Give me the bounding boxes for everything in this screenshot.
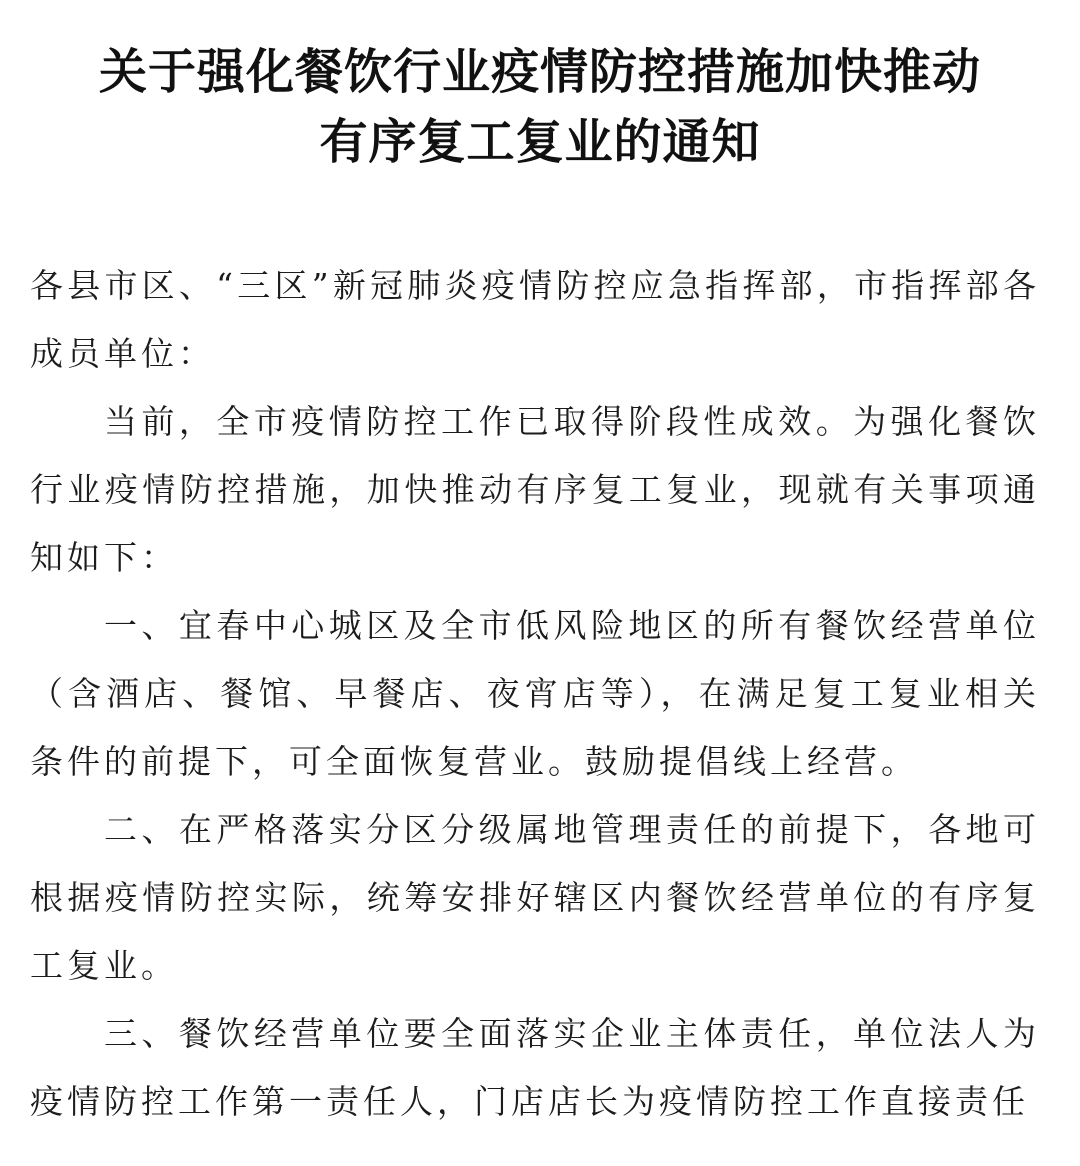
document-title-line-1: 关于强化餐饮行业疫情防控措施加快推动 — [98, 44, 981, 100]
paragraph-intro: 当前，全市疫情防控工作已取得阶段性成效。为强化餐饮行业疫情防控措施，加快推动有序复工复业，现就有关事项通知如下： — [30, 402, 1040, 577]
document-title-line-2: 有序复工复业的通知 — [319, 114, 761, 170]
paragraph-item-3: 三、餐饮经营单位要全面落实企业主体责任，单位法人为疫情防控工作第一责任人，门店店长为疫情防控工作直接责任 — [30, 1014, 1040, 1121]
document-body — [30, 252, 1040, 1136]
paragraph-item-1: 一、宜春中心城区及全市低风险地区的所有餐饮经营单位（含酒店、餐馆、早餐店、夜宵店等），在满足复工复业相关条件的前提下，可全面恢复营业。鼓励提倡线上经营。 — [30, 606, 1040, 781]
paragraph-item-2: 二、在严格落实分区分级属地管理责任的前提下，各地可根据疫情防控实际，统筹安排好辖区内餐饮经营单位的有序复工复业。 — [30, 810, 1040, 985]
salutation: 各县市区、“三区”新冠肺炎疫情防控应急指挥部，市指挥部各成员单位： — [30, 266, 1040, 373]
